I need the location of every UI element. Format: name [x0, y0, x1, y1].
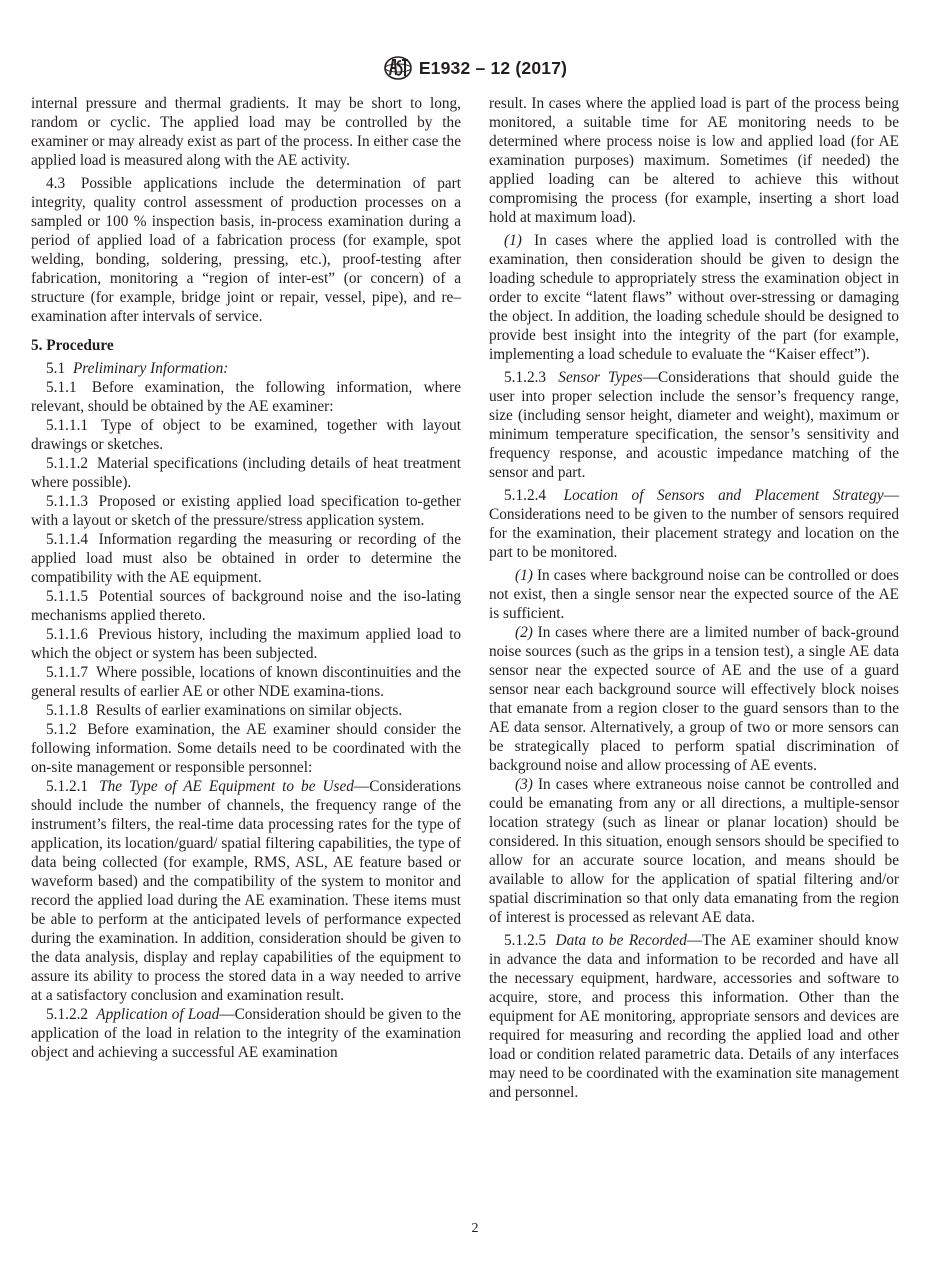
paragraph-continued: internal pressure and thermal gradients. It may be short to long, random or cyclic. The applied load may be controlled by the examiner or may already exist as part of the process. In either case the applied load is measured along with the AE activity. — [31, 95, 461, 169]
paragraph-5-1: 5.1 Preliminary Information: — [46, 360, 229, 377]
paragraph-5-1-1-4: 5.1.1.4 Information regarding the measuring or recording of the applied load must also be obtained in order to determine the compatibility with the AE equipment. — [31, 531, 461, 586]
paragraph-5-1-1-6: 5.1.1.6 Previous history, including the maximum applied load to which the object or system has been subjected. — [31, 626, 461, 662]
paragraph-5-1-1-3: 5.1.1.3 Proposed or existing applied load specification to-gether with a layout or sketch of the pressure/stress application system. — [31, 493, 461, 529]
paragraph-5-1-1-8: 5.1.1.8 Results of earlier examinations on similar objects. — [46, 702, 403, 719]
paragraph-4-3: 4.3 Possible applications include the determination of part integrity, quality control assessment of production processes on a sampled or 100 % inspection basis, in-process examination during a period of applied load of a fabrication process (for example, spot welding, bonding, soldering, pressing, etc.), proof-testing after fabrication, monitoring a “region of inter-est” (or concern) of a structure (for example, bridge joint or repair, vessel, pipe), and re–examination after intervals of service. — [31, 175, 461, 325]
paragraph-5-1-1-7: 5.1.1.7 Where possible, locations of known discontinuities and the general results of earlier AE or other NDE examina-tions. — [31, 664, 461, 700]
paragraph-5-1-2-5: 5.1.2.5 Data to be Recorded—The AE examiner should know in advance the data and information to be recorded and have all the necessary equipment, hardware, accessories and software to acquire, store, and process this information. Other than the equipment for AE monitoring, appropriate sensors and devices are required for measuring and recording the applied load and other load or condition related parametric data. Details of any interfaces may need to be coordinated with the examination site management and personnel. — [489, 932, 899, 1101]
right-column — [489, 94, 899, 1102]
paragraph-5-1-1: 5.1.1 Before examination, the following information, where relevant, should be obtained by the AE examiner: — [31, 379, 461, 415]
paragraph-5-1-2-3: 5.1.2.3 Sensor Types—Considerations that should guide the user into proper selection include the sensor’s frequency range, size (including sensor height, diameter and weight), maximum or minimum temperature specification, the sensor’s sensitivity and frequency response, and acoustic impedance matching of the sensor and part. — [489, 369, 899, 481]
paragraph-5-1-1-1: 5.1.1.1 Type of object to be examined, together with layout drawings or sketches. — [31, 417, 461, 453]
paragraph-5-1-2-2: 5.1.2.2 Application of Load—Consideration should be given to the application of the load in relation to the integrity of the examination object and achieving a successful AE examination — [31, 1006, 461, 1061]
paragraph-location-item-3: (3) In cases where extraneous noise cannot be controlled and could be emanating from any or all directions, a multiple-sensor location strategy (such as linear or planar location) should be considered. In this situation, enough sensors should be specified to allow for an accurate source location, and means should be available to allow for the application of spatial filtering and/or spatial discrimination so that only data emanating from the region of interest is processed as relevant AE data. — [489, 776, 900, 926]
left-column — [31, 94, 461, 1062]
paragraph-5-1-1-2: 5.1.1.2 Material specifications (including details of heat treatment where possible). — [31, 455, 461, 491]
paragraph-location-item-1: (1) In cases where background noise can be controlled or does not exist, then a single sensor near the expected source of the AE is sufficient. — [489, 567, 899, 622]
paragraph-5-1-1-5: 5.1.1.5 Potential sources of background noise and the iso-lating mechanisms applied thereto. — [31, 588, 461, 624]
paragraph-5-1-2-4: 5.1.2.4 Location of Sensors and Placement Strategy—Considerations need to be given to the number of sensors required for the examination, their placement strategy and location on the part to be monitored. — [489, 487, 899, 561]
paragraph-5-1-2-1: 5.1.2.1 The Type of AE Equipment to be Used—Considerations should include the number of channels, the frequency range of the instrument’s filters, the real-time data processing rates for the type of application, its location/guard/ spatial filtering capabilities, the type of data being collected (for example, RMS, ASL, AE feature based or waveform based) and the compatibility of the system to monitor and record the applied load during the AE examination. These items must be able to perform at the anticipated levels of performance expected during the examination. In addition, consideration should be given to the data analysis, display and replay capabilities of the equipment to assure its ability to process the stored data in a way needed to arrive at a satisfactory conclusion and examination result. — [31, 778, 461, 1004]
page-number: 2 — [471, 1221, 479, 1236]
paragraph-location-item-2: (2) In cases where there are a limited number of back-ground noise sources (such as the grips in a tension test), a single AE data sensor near the expected source of AE and the use of a guard sensor near each background source will effectively block noises that emanate from a region closer to the guard sensors than to the AE data sensor. Alternatively, a group of two or more sensors can be strategically placed to perform spatial discrimination of background noise and allow processing of AE events. — [489, 624, 899, 774]
section-heading-procedure: 5. Procedure — [31, 337, 114, 354]
astm-logo-icon — [383, 55, 413, 81]
paragraph-5-1-2: 5.1.2 Before examination, the AE examiner should consider the following information. Some details need to be coordinated with the on-site management or responsible personnel: — [31, 721, 461, 776]
page-header — [0, 55, 950, 81]
paragraph-load-item-1: (1) In cases where the applied load is controlled with the examination, then consideration should be given to design the loading schedule to appropriately stress the examination object in order to excite “latent flaws” without over-stressing or damaging the object. In addition, the loading schedule should be designed to provide best insight into the integrity of the part (for example, implementing a load schedule to evaluate the “Kaiser effect”). — [489, 232, 899, 363]
standard-designation: E1932 – 12 (2017) — [418, 57, 568, 78]
paragraph-continued: result. In cases where the applied load is part of the process being monitored, a suitable time for AE monitoring needs to be determined where process noise is low and applied load (for AE examination purposes) maximum. Sometimes (if needed) the applied loading can be altered to achieve this without compromising the process (for example, inserting a short load hold at maximum load). — [489, 95, 899, 226]
